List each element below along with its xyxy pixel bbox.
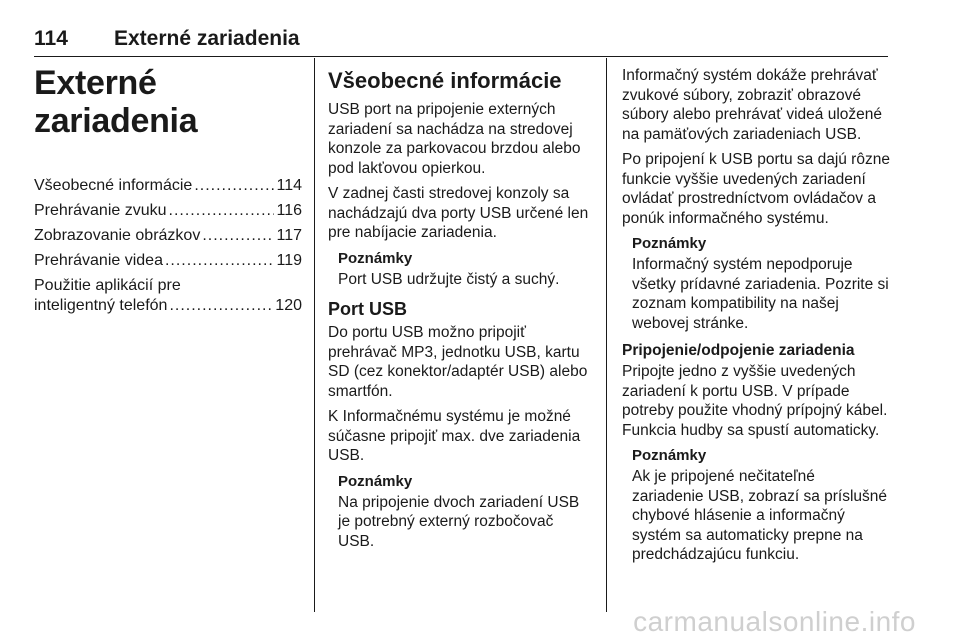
toc-entry[interactable] xyxy=(34,276,302,316)
toc-entry-title: Všeobecné informácie xyxy=(34,177,193,194)
paragraph: Informačný systém dokáže prehrávať zvukové súbory, zobraziť obrazové súbory alebo prehrávať videá uložené na pamäťových zariadeniach USB. xyxy=(622,67,883,143)
toc-entry-page: 119 xyxy=(276,252,302,269)
leader-dots xyxy=(165,251,275,271)
paragraph: Po pripojení k USB portu sa dajú rôzne funkcie vyššie uvedených zariadení ovládať prostredníctvom ovládačov a ponúk informačného systému. xyxy=(622,151,890,227)
toc-entry-title: Prehrávanie zvuku xyxy=(34,202,167,219)
toc-entry-page: 120 xyxy=(275,297,302,314)
note-label: Poznámky xyxy=(338,249,413,267)
paragraph: Pripojte jedno z vyššie uvedených zariadení k portu USB. V prípade potreby použite vhodný prípojný kábel. Funkcia hudby sa spustí automaticky. xyxy=(622,363,888,439)
toc-entry-title: Zobrazovanie obrázkov xyxy=(34,227,201,244)
page-header xyxy=(34,26,888,57)
middle-column xyxy=(328,58,590,612)
watermark: carmanualsonline.info xyxy=(633,606,916,637)
note-text: Ak je pripojené nečitateľné zariadenie USB, zobrazí sa príslušné chybové hlásenie a informačný systém sa automaticky prepne na predchádzajúcu funkciu. xyxy=(632,468,888,563)
paragraph: V zadnej časti stredovej konzoly sa nachádzajú dva porty USB určené len pre nabíjacie zariadenia. xyxy=(328,185,589,241)
toc-entry-page: 117 xyxy=(276,227,302,244)
column-divider xyxy=(314,58,315,612)
leader-dots xyxy=(169,201,275,221)
note xyxy=(632,234,890,333)
toc-entry-title: inteligentný telefón xyxy=(34,297,168,314)
leader-dots xyxy=(202,226,274,246)
paragraph: USB port na pripojenie externých zariadení sa nachádza na stredovej konzole za parkovacou brzdou alebo pod lakťovou opierkou. xyxy=(328,101,581,177)
leader-dots xyxy=(194,176,274,196)
toc-entry-title-line1: Použitie aplikácií pre xyxy=(34,277,181,294)
section-heading: Všeobecné informácie xyxy=(328,68,562,93)
note xyxy=(338,472,590,552)
running-title: Externé zariadenia xyxy=(114,27,300,50)
note xyxy=(632,446,890,565)
leader-dots xyxy=(169,296,273,316)
note xyxy=(338,249,590,290)
toc-column xyxy=(34,58,302,612)
subsection-heading: Port USB xyxy=(328,299,408,319)
right-column xyxy=(622,58,890,612)
note-text: Port USB udržujte čistý a suchý. xyxy=(338,270,560,288)
toc-entry[interactable] xyxy=(34,176,302,196)
note-label: Poznámky xyxy=(338,472,413,490)
note-label: Poznámky xyxy=(632,235,707,252)
column-divider xyxy=(606,58,607,612)
paragraph: Do portu USB možno pripojiť prehrávač MP3, jednotku USB, kartu SD (cez konektor/adaptér USB) alebo smartfón. xyxy=(328,324,588,400)
toc-entry[interactable] xyxy=(34,201,302,221)
toc-entry-title: Prehrávanie videa xyxy=(34,252,163,269)
toc-entry[interactable] xyxy=(34,226,302,246)
paragraph: K Informačnému systému je možné súčasne pripojiť max. dve zariadenia USB. xyxy=(328,408,581,464)
note-text: Informačný systém nepodporuje všetky prídavné zariadenia. Pozrite si zoznam kompatibility na našej webovej stránke. xyxy=(632,256,889,332)
note-text: Na pripojenie dvoch zariadení USB je potrebný externý rozbočovač USB. xyxy=(338,493,580,550)
page-number: 114 xyxy=(34,27,68,50)
chapter-title: Externé zariadenia xyxy=(34,64,198,140)
toc-entry-page: 114 xyxy=(276,177,302,194)
toc-entry-page: 116 xyxy=(276,202,302,219)
subsection-heading: Pripojenie/odpojenie zariadenia xyxy=(622,342,855,359)
note-label: Poznámky xyxy=(632,447,707,464)
toc-entry[interactable] xyxy=(34,251,302,271)
